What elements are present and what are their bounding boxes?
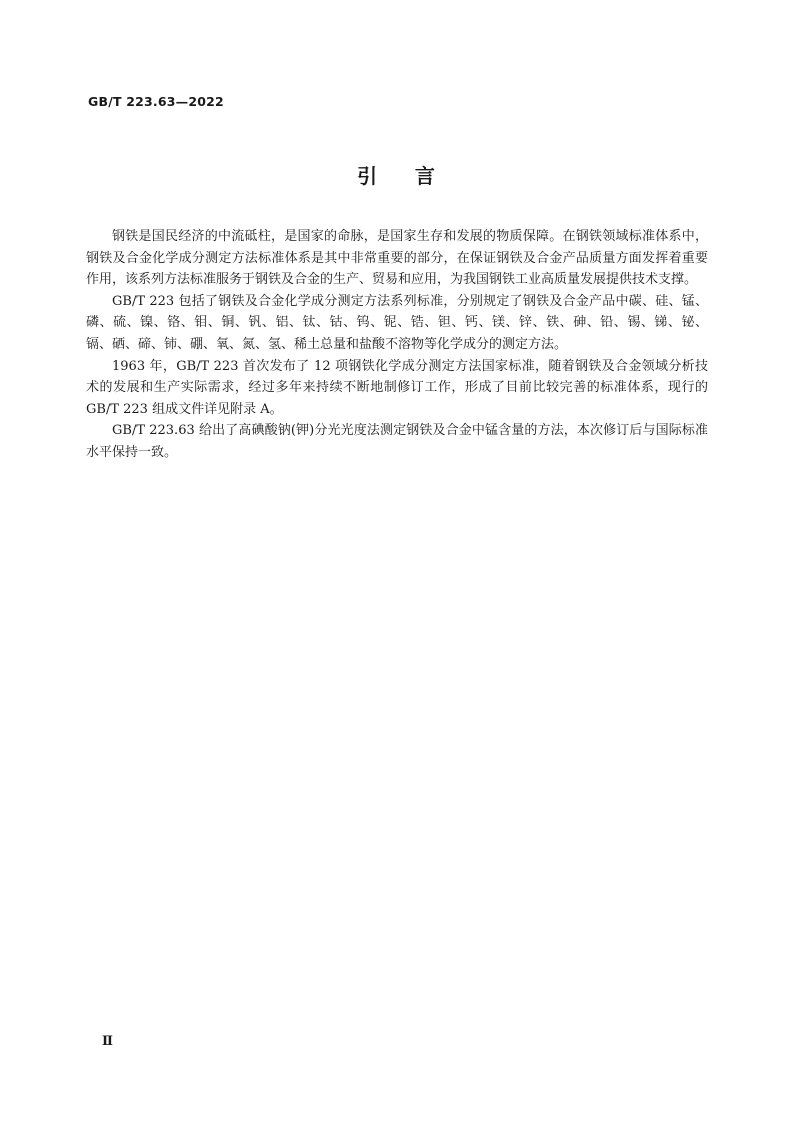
paragraph: GB/T 223 包括了钢铁及合金化学成分测定方法系列标准，分别规定了钢铁及合金产品中碳、硅、锰、磷、硫、镍、铬、钼、铜、钒、铝、钛、钴、钨、铌、锆、钽、钙、镁、锌、铁、砷、铅、锡、锑、铋、镉、硒、碲、铈、硼、氧、氮、氢、稀土总量和盐酸不溶物等化学成分的测定方法。 xyxy=(86,293,708,352)
paragraph: 1963 年，GB/T 223 首次发布了 12 项钢铁化学成分测定方法国家标准，随着钢铁及合金领域分析技术的发展和生产实际需求，经过多年来持续不断地制修订工作，形成了目前比较完善的标准体系，现行的 GB/T 223 组成文件详见附录 A。 xyxy=(86,358,708,417)
paragraph: 钢铁是国民经济的中流砥柱，是国家的命脉，是国家生存和发展的物质保障。在钢铁领域标准体系中，钢铁及合金化学成分测定方法标准体系是其中非常重要的部分，在保证钢铁及合金产品质量方面发挥着重要作用，该系列方法标准服务于钢铁及合金的生产、贸易和应用，为我国钢铁工业高质量发展提供技术支撑。 xyxy=(86,229,708,288)
page-number: Ⅱ xyxy=(102,1034,113,1049)
paragraph: GB/T 223.63 给出了高碘酸钠(钾)分光光度法测定钢铁及合金中锰含量的方法，本次修订后与国际标准水平保持一致。 xyxy=(86,423,708,460)
body-text xyxy=(86,226,708,464)
page-title: 引 言 xyxy=(357,164,437,188)
document-code: GB/T 223.63—2022 xyxy=(88,94,224,109)
